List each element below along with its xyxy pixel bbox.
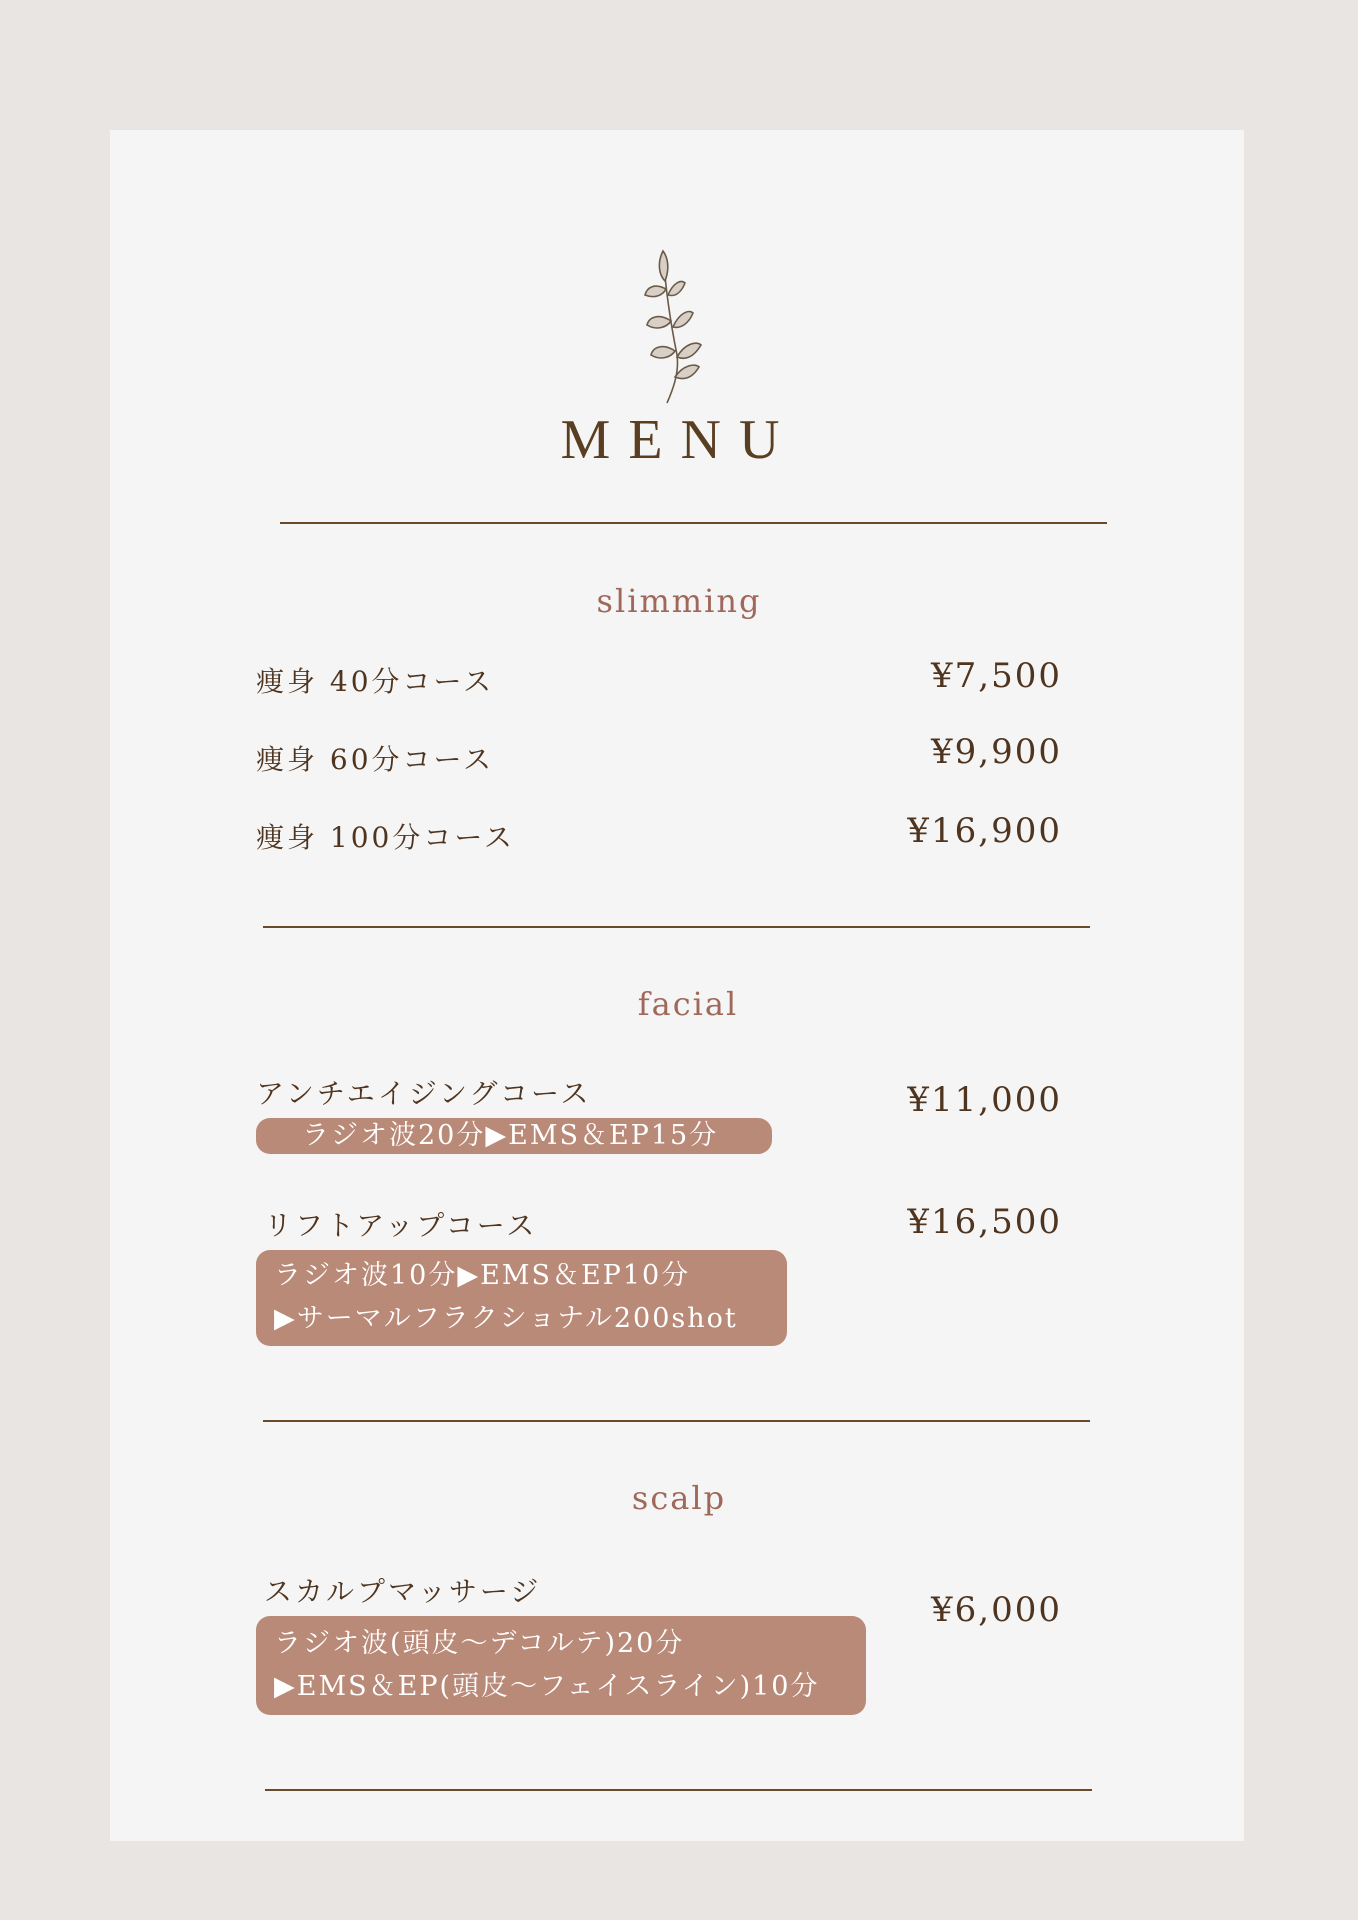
item-detail-badge xyxy=(256,1616,866,1715)
item-price: ¥9,900 xyxy=(931,732,1062,772)
item-detail-line: ラジオ波(頭皮～デコルテ)20分 xyxy=(274,1628,685,1659)
page-title: MENU xyxy=(560,409,798,471)
item-detail-line: ▶EMS＆EP(頭皮～フェイスライン)10分 xyxy=(274,1671,820,1702)
divider xyxy=(265,1789,1092,1791)
item-detail-badge xyxy=(256,1250,787,1346)
item-detail-line: ラジオ波10分▶EMS＆EP10分 xyxy=(274,1260,691,1291)
divider xyxy=(263,926,1090,928)
section-title-slimming: slimming xyxy=(596,582,762,620)
item-price: ¥11,000 xyxy=(907,1080,1062,1120)
item-price: ¥16,900 xyxy=(907,811,1062,851)
divider xyxy=(263,1420,1090,1422)
item-price: ¥7,500 xyxy=(931,656,1062,696)
item-detail-line: ラジオ波20分▶EMS＆EP15分 xyxy=(302,1120,719,1151)
item-name: 痩身 60分コース xyxy=(256,743,495,776)
item-name: 痩身 100分コース xyxy=(256,821,515,854)
leaf-branch-icon xyxy=(635,245,725,405)
item-price: ¥6,000 xyxy=(931,1590,1062,1630)
item-detail-badge xyxy=(256,1118,772,1154)
item-name: 痩身 40分コース xyxy=(256,665,495,698)
item-detail-line: ▶サーマルフラクショナル200shot xyxy=(274,1303,738,1334)
item-name: リフトアップコース xyxy=(264,1209,538,1242)
item-price: ¥16,500 xyxy=(907,1202,1062,1242)
divider xyxy=(280,522,1107,524)
item-name: スカルプマッサージ xyxy=(264,1575,542,1608)
item-name: アンチエイジングコース xyxy=(256,1077,592,1110)
section-title-facial: facial xyxy=(637,985,739,1023)
section-title-scalp: scalp xyxy=(631,1479,727,1517)
